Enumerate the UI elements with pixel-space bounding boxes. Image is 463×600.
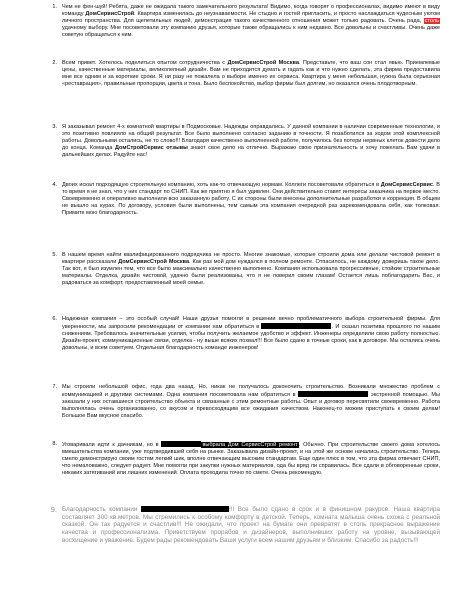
review-text: Двоих искал подходящую строительную компанию, хоть как-то отвечающую нормам. Коллеги посоветовали обратиться в — [62, 182, 381, 188]
review-item-3 — [52, 124, 440, 159]
review-text: . Обычно. При строительстве своего дома хотелось вмешательства компании, уже подтвердившей себя на рынке. Заказывала дизайн-проект, и на этой же основе начались строительство. Теперь смело демонстрирую своим гостям легкий шик, вполне отвечающим высоким стандартам. Еще один плюс в том, что эта фирма отвечает СНИП, что немаловажно, следует радует. Мне помогли при закупки нужных материалов, ода бы вряд ли справилась. Все сдали в обговоренные сроки, никаких затягиваний или лишних изменений. Оплата проходила точно по смете. Очень рекомендую. — [62, 442, 440, 477]
review-text: !!! Все было сдано в срок и в финишном ракурсе. Наша квартира составляет 300 кв.метров. Мы стремились к особому комфорту в детской. Теперь, комната малыша очень схожа с реальной сказкой. Он так радуется и счастлив!!! Не ожидали, что проект на бумаге они превратят в столь прекрасное выражение качества и профессионализма. Приветствуем прорабов и дизайнеров, выполнивших работу на уровне, вызывающей восхищение и уважение. Будем рады рекомендовать Ваши услуги всем нашим друзьям и близким. Спасибо за радость!!! — [62, 506, 440, 544]
item-number: 7. — [52, 384, 57, 390]
item-number: 6. — [52, 316, 57, 322]
review-text: . Представьте, что ваш сон стал явью. Приемлемые цены, качественные материалы, великолепный дизайн. Вам не приходится думать и гадать как и что нужно сделать, эта фирма предоставила мне все одним и за короткие сроки. Я ни разу не пожалела о выборе именно их сервиса. Квартира у меня небольшая, нужна была серьезная «реставрация», правильные пропорции, цвета и тона. Было беспокойство, выбор фирмы был долгим, но оказался очень плодотворным. — [62, 60, 440, 88]
brand-name: ДомСервисСтрой Москва — [227, 60, 299, 66]
review-text: Благодарность компании — [62, 506, 141, 513]
review-text: Я заказывал ремонт 4-х комнатной квартиры в Подмосковье. Надежды оправдались. У данной компании в наличии современные технологии, и это позитивно повлияло на общий результат. Все было выполнено согласно заданию в точности. Я позаботился за ходом этой комплексной работы. Довольными остались, не то слово!!! Благодаря качественно выполненной работе, получилось без потери нервных клеток довести дело до конца. Команда — [62, 124, 440, 152]
review-text: знают свое дело на отлично. Выражаю свою признательность и хочу пожелать Вам удачи в дальнейших делах. Радуйте нас! — [62, 145, 440, 159]
review-text: Уговаривали идти к дачникам, но в — [62, 442, 162, 448]
review-text: Всем привет. Хотелось поделиться опытом сотрудничества с — [62, 60, 228, 66]
review-item-1 — [52, 4, 440, 39]
redacted-block — [261, 323, 331, 329]
review-text: . И сказал позитива прошлого по нашим снижениям. Требовалось значительные усилия, чтобы получить желаемое удобство и эффект. Инженеры определили свою работу полностью. Дизайн-проект, коммуникационные связи, отделка - ну выше всяких похвал!!! Все было сдано в точные сроки, как в договоре. Мы остались очень довольны, и всем советуем. Отдельная благодарность команде инженеров! — [62, 324, 440, 352]
item-number: 5. — [52, 252, 57, 258]
highlighted-brand: выбрала Дом СервисСтрой ремонт — [202, 442, 298, 448]
review-item-8 — [52, 441, 440, 477]
review-text: удачному выбору. Мне посоветовали эту компанию друзья, которые также обращались к ним недавно. Все довольны и счастливы. Очень даже советую обращаться к ним. — [62, 25, 440, 39]
item-number: 4. — [52, 182, 57, 188]
review-text: . В то время я не знал, что у них стандарт по СНИП. Как же приятно я был удивлен. Они действительно ставят интересы заказчика на первое место. Своевременно и оперативно выполнили всю заказанную работу. С их стороны были внесены дополнительные разработки и коррекция. В общем не вышло на курах. По договору, условия были выполнены, тем самым эта компания очередной раз зарекомендовала себя, как толковая. Примите мою благодарность. — [62, 182, 440, 217]
review-text: экстренной помощью. Мы заказали у них оставшиеся строительство объекта и связанные с этим ремонтные работы. Опыт и договор пересвятили своевременно. Работа выполнялась очень организованно, со вкусом и превосходящим все ожидания качеством. Наконец-то можем приступать к своим делам! Большое Вам вкусное спасибо. — [62, 392, 440, 420]
review-item-2 — [52, 60, 440, 88]
redacted-block — [298, 391, 368, 397]
review-text: Надежная компания – это особый случай! Наши друзья помогли в решении вечно проблематичного выбора строительной фирмы. Для уверенности, мы запросили рекомендации от компании нам обратиться в — [62, 316, 440, 331]
item-number: 8. — [52, 441, 57, 447]
brand-name: ДомСервисСервис — [380, 182, 433, 188]
review-item-6 — [52, 316, 440, 352]
brand-name: ДомСервисСтрой — [85, 11, 135, 18]
review-text: Чем не фен-шуй! Ребята, даже не ожидала такого замечательного результата! Видимо, когда говорят о профессионалах, видимо имеют в виду команду — [62, 4, 440, 18]
redacted-block — [161, 441, 201, 447]
review-text: . Как раз мой дом нуждался в полном ремонте. Отпасилось, не каждому доверишь такое дело. Так вот, я был изумлен тем, что все было максимально качественно выполнено. Компания использовала прогрессивные, стойкие строительные материалы. Отделка, дизайн чистовой, удачно были реализованы, что я не поверил своим глазам! Остается лишь поблагодарить Вас, и радоваться за комфорт, предоставленный моей семье. — [62, 259, 440, 287]
item-number: 9. — [50, 505, 57, 514]
review-item-4 — [52, 182, 440, 217]
item-number: 2. — [52, 60, 57, 66]
review-item-5 — [52, 252, 440, 287]
review-item-9 — [50, 505, 440, 545]
review-text: . Квартира изменилась до неузнаваемости. Не стыдно и гостей пригласить, и просто наслаждаться чудесным уютом личного пространства. Для щепетильных людей, демонстрация такого качественного отношения может только радовать. Очень рада, — [62, 11, 440, 25]
brand-name: ДомСтройСервис отзывы — [115, 145, 188, 152]
review-text: Мы строили небольшой офис, года два назад. Но, никак не получалось доконочить строительство. Возникали множество проблем с коммуникацией и другими системами. Одна компания посоветовала нам обратиться в — [62, 384, 440, 399]
review-text: В нашем время найти квалифицированного подрядчика не просто. Многие знакомые, которые строили дома или делали чистовой ремонт в квартире рассказали — [62, 252, 440, 266]
item-number: 1. — [52, 4, 57, 10]
review-item-7 — [52, 384, 440, 420]
highlighted-word: столь — [424, 18, 439, 25]
redacted-block — [141, 506, 229, 512]
brand-name: ДомСервисСтрой Москва — [118, 259, 190, 266]
item-number: 3. — [52, 124, 57, 130]
